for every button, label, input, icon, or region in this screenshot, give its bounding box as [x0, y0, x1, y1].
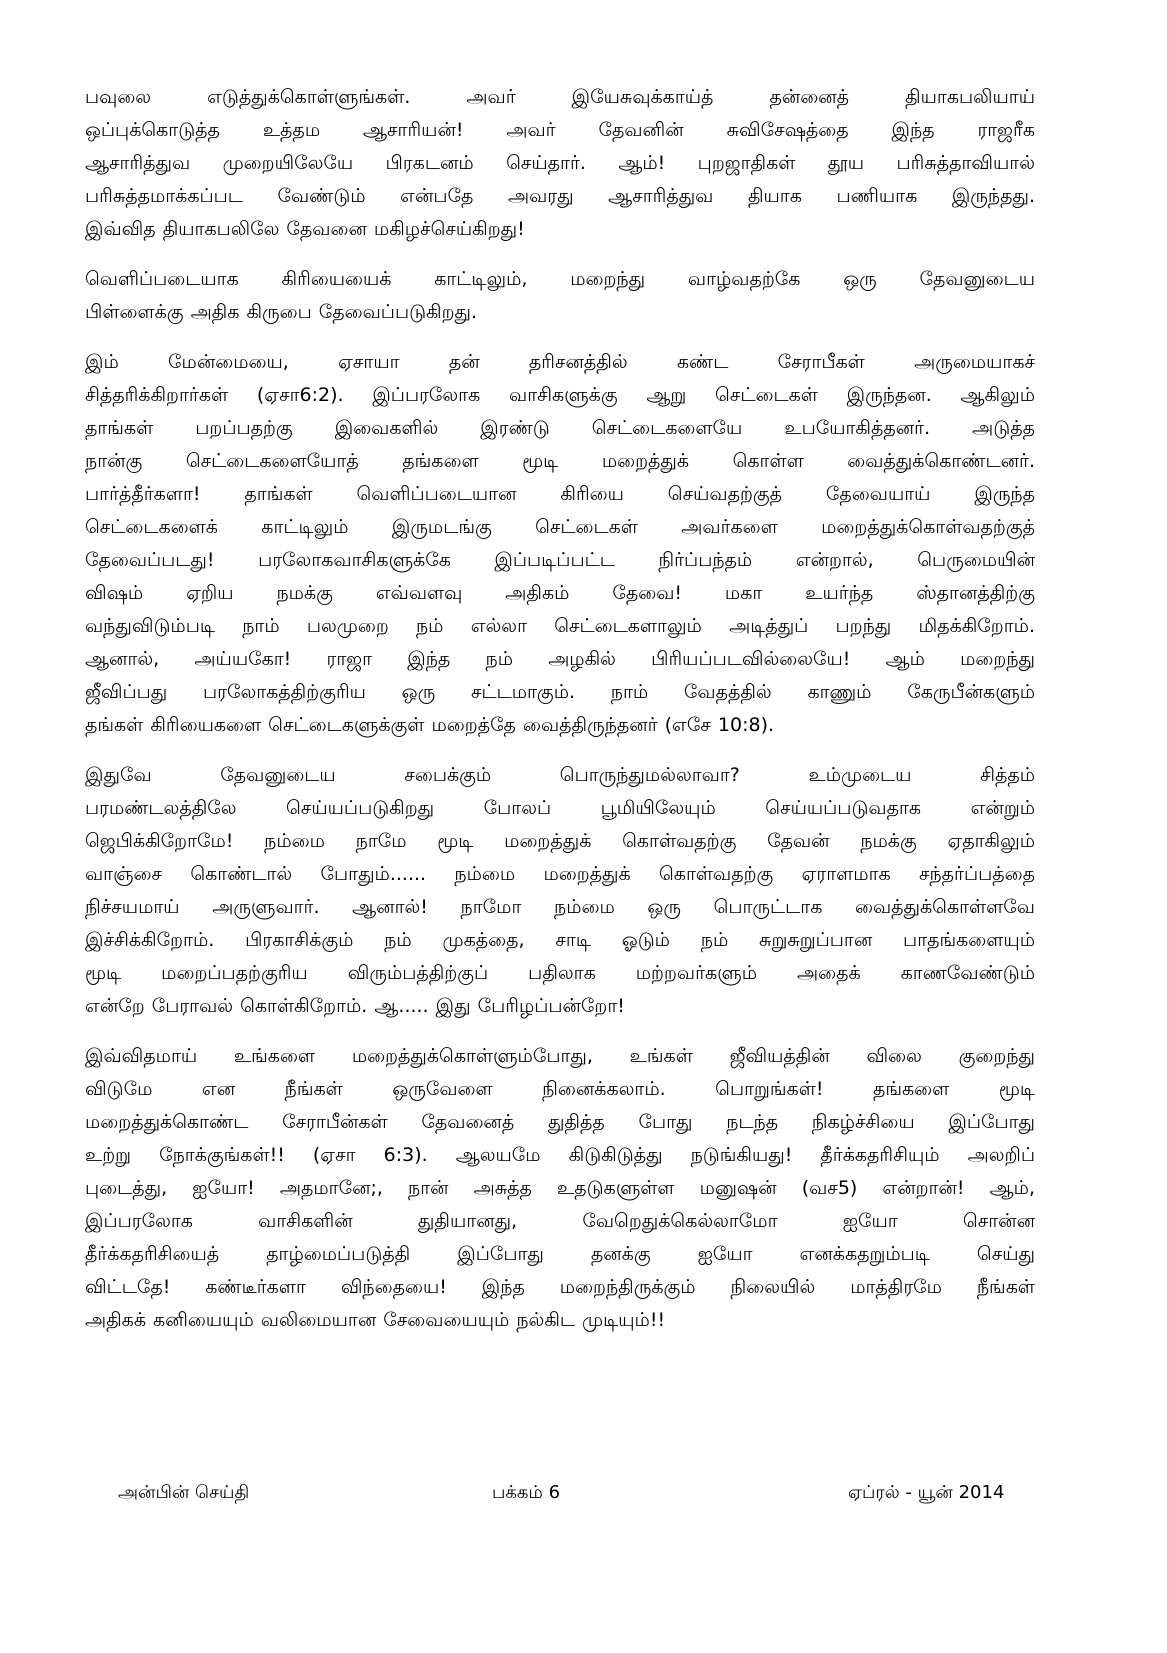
paragraph	[85, 1040, 1035, 1337]
text-line: வாஞ்சை கொண்டால் போதும்...... நம்மை மறைத்துக் கொள்வதற்கு ஏராளமாக சந்தர்ப்பத்தை	[85, 863, 1035, 885]
text-line: இச்சிக்கிறோம். பிரகாசிக்கும் நம் முகத்தை, சாடி ஓடும் நம் சுறுசுறுப்பான பாதங்களையும்	[85, 929, 1035, 951]
text-line: தீர்க்கதரிசியைத் தாழ்மைப்படுத்தி இப்போது தனக்கு ஐயோ எனக்கதறும்படி செய்து	[85, 1243, 1035, 1265]
text-line: செட்டைகளைக் காட்டிலும் இருமடங்கு செட்டைகள் அவர்களை மறைத்துக்கொள்வதற்குத்	[85, 516, 1035, 538]
text-line: மூடி மறைப்பதற்குரிய விரும்பத்திற்குப் பதிலாக மற்றவர்களும் அதைக் காணவேண்டும்	[85, 962, 1035, 984]
text-line: ஆனால், அய்யகோ! ராஜா இந்த நம் அழகில் பிரியப்படவில்லையே! ஆம் மறைந்து	[85, 648, 1035, 670]
text-line: இவ்வித தியாகபலிலே தேவனை மகிழச்செய்கிறது!	[85, 218, 525, 240]
text-line: விடுமே என நீங்கள் ஒருவேளை நினைக்கலாம். பொறுங்கள்! தங்களை மூடி	[85, 1078, 1035, 1100]
text-line: பரமண்டலத்திலே செய்யப்படுகிறது போலப் பூமியிலேயும் செய்யப்படுவதாக என்றும்	[85, 797, 1035, 819]
footer-page-number: பக்கம் 6	[492, 1482, 561, 1503]
text-line: தாங்கள் பறப்பதற்கு இவைகளில் இரண்டு செட்டைகளையே உபயோகித்தனர். அடுத்த	[85, 417, 1035, 439]
text-line: ஒப்புக்கொடுத்த உத்தம ஆசாரியன்! அவர் தேவனின் சுவிசேஷத்தை இந்த ராஜரீக	[85, 119, 1035, 141]
text-line: ஆசாரித்துவ முறையிலேயே பிரகடனம் செய்தார். ஆம்! புறஜாதிகள் தூய பரிசுத்தாவியால்	[85, 152, 1035, 174]
text-line: ஜெபிக்கிறோமே! நம்மை நாமே மூடி மறைத்துக் கொள்வதற்கு தேவன் நமக்கு ஏதாகிலும்	[85, 830, 1035, 852]
text-line: இதுவே தேவனுடைய சபைக்கும் பொருந்துமல்லாவா? உம்முடைய சித்தம்	[85, 764, 1035, 786]
text-line: விஷம் ஏறிய நமக்கு எவ்வளவு அதிகம் தேவை! மகா உயர்ந்த ஸ்தானத்திற்கு	[85, 582, 1035, 604]
text-line: விட்டதே! கண்டீர்களா விந்தையை! இந்த மறைந்திருக்கும் நிலையில் மாத்திரமே நீங்கள்	[85, 1276, 1035, 1298]
text-line: உற்று நோக்குங்கள்!! (ஏசா 6:3). ஆலயமே கிடுகிடுத்து நடுங்கியது! தீர்க்கதரிசியும் அலறிப்	[85, 1144, 1035, 1166]
text-line: வெளிப்படையாக கிரியையைக் காட்டிலும், மறைந்து வாழ்வதற்கே ஒரு தேவனுடைய	[85, 268, 1035, 290]
text-line: இம் மேன்மையை, ஏசாயா தன் தரிசனத்தில் கண்ட சேராபீகள் அருமையாகச்	[85, 351, 1035, 373]
text-line: என்றே பேராவல் கொள்கிறோம். ஆ..... இது பேரிழப்பன்றோ!	[85, 995, 625, 1017]
text-line: பார்த்தீர்களா! தாங்கள் வெளிப்படையான கிரியை செய்வதற்குத் தேவையாய் இருந்த	[85, 483, 1035, 505]
paragraph	[85, 346, 1035, 742]
page-footer	[0, 1478, 1167, 1508]
text-line: இப்பரலோக வாசிகளின் துதியானது, வேறெதுக்கெல்லாமோ ஐயோ சொன்ன	[85, 1210, 1035, 1232]
paragraph	[85, 759, 1035, 1023]
text-line: நான்கு செட்டைகளையோத் தங்களை மூடி மறைத்துக் கொள்ள வைத்துக்கொண்டனர்.	[85, 450, 1035, 472]
text-line: நிச்சயமாய் அருளுவார். ஆனால்! நாமோ நம்மை ஒரு பொருட்டாக வைத்துக்கொள்ளவே	[85, 896, 1035, 918]
text-line: பரிசுத்தமாக்கப்பட வேண்டும் என்பதே அவரது ஆசாரித்துவ தியாக பணியாக இருந்தது.	[85, 185, 1035, 207]
text-line: தேவைப்படது! பரலோகவாசிகளுக்கே இப்படிப்பட்ட நிர்ப்பந்தம் என்றால், பெருமையின்	[85, 549, 1035, 571]
text-line: புடைத்து, ஐயோ! அதமானே;, நான் அசுத்த உதடுகளுள்ள மனுஷன் (வச5) என்றான்! ஆம்,	[85, 1177, 1035, 1199]
text-line: ஜீவிப்பது பரலோகத்திற்குரிய ஒரு சட்டமாகும். நாம் வேதத்தில் காணும் கேருபீன்களும்	[85, 681, 1035, 703]
paragraph	[85, 81, 1035, 246]
footer-publication-name: அன்பின் செய்தி	[118, 1482, 250, 1503]
text-line: அதிகக் கனியையும் வலிமையான சேவையையும் நல்கிட முடியும்!!	[85, 1309, 666, 1331]
text-line: மறைத்துக்கொண்ட சேராபீன்கள் தேவனைத் துதித்த போது நடந்த நிகழ்ச்சியை இப்போது	[85, 1111, 1035, 1133]
text-line: பிள்ளைக்கு அதிக கிருபை தேவைப்படுகிறது.	[85, 301, 478, 323]
text-line: சித்தரிக்கிறார்கள் (ஏசா6:2). இப்பரலோக வாசிகளுக்கு ஆறு செட்டைகள் இருந்தன. ஆகிலும்	[85, 384, 1035, 406]
text-line: பவுலை எடுத்துக்கொள்ளுங்கள். அவர் இயேசுவுக்காய்த் தன்னைத் தியாகபலியாய்	[85, 86, 1035, 108]
text-line: தங்கள் கிரியைகளை செட்டைகளுக்குள் மறைத்தே வைத்திருந்தனர் (எசே 10:8).	[85, 714, 775, 736]
footer-issue-date: ஏப்ரல் - யூன் 2014	[848, 1482, 1005, 1503]
paragraph	[85, 263, 1035, 329]
text-line: இவ்விதமாய் உங்களை மறைத்துக்கொள்ளும்போது, உங்கள் ஜீவியத்தின் விலை குறைந்து	[85, 1045, 1035, 1067]
text-line: வந்துவிடும்படி நாம் பலமுறை நம் எல்லா செட்டைகளாலும் அடித்துப் பறந்து மிதக்கிறோம்.	[85, 615, 1035, 637]
document-body	[85, 81, 1035, 1354]
